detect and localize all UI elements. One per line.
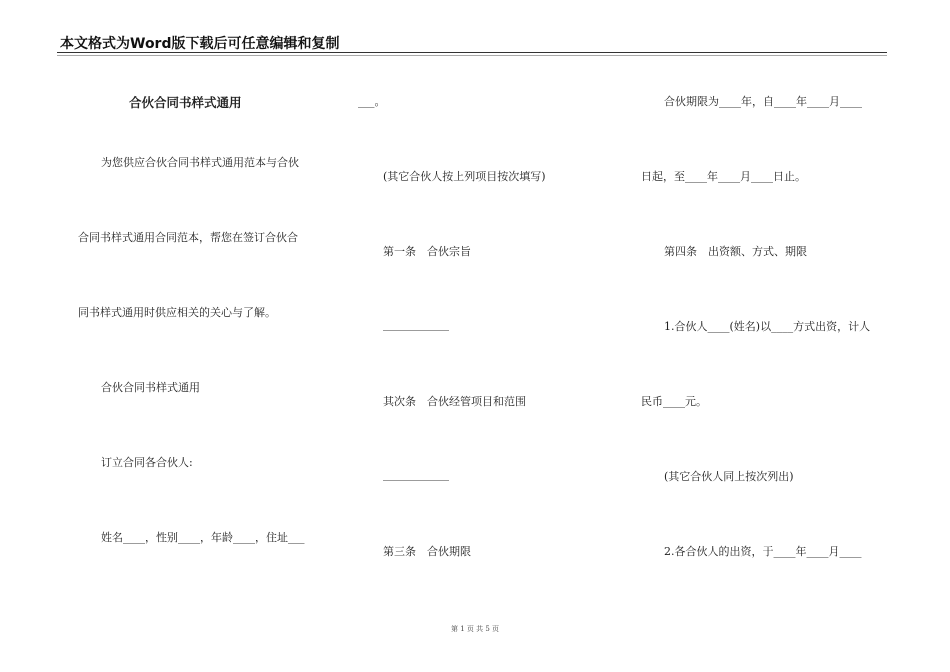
- article-3-heading: 第三条 合伙期限: [383, 545, 471, 558]
- document-header: 本文格式为Word版下载后可任意编辑和复制: [60, 36, 340, 52]
- contribution-item-1-line-1: 1.合伙人____(姓名)以____方式出资，计人: [664, 320, 871, 333]
- header-rule: [57, 52, 887, 53]
- other-partners-note: (其它合伙人同上按次列出): [664, 470, 794, 483]
- intro-line-2: 合同书样式通用合同范本，帮您在签订合伙合: [78, 231, 298, 244]
- continuation-blank: ___。: [358, 95, 386, 108]
- party-info-line: 姓名____，性别____，年龄____，住址___: [101, 531, 305, 544]
- article-2-blank: ____________: [383, 468, 449, 481]
- document-title: 合伙合同书样式通用: [129, 95, 242, 110]
- parties-label: 订立合同各合伙人:: [101, 456, 193, 469]
- fill-note: (其它合伙人按上列项目按次填写): [383, 170, 546, 183]
- article-4-heading: 第四条 出资额、方式、期限: [664, 245, 807, 258]
- article-1-heading: 第一条 合伙宗旨: [383, 245, 471, 258]
- intro-line-1: 为您供应合伙合同书样式通用范本与合伙: [101, 156, 299, 169]
- page-number: 第 1 页 共 5 页: [450, 625, 500, 633]
- term-line-2: 日起，至____年____月____日止。: [641, 170, 806, 183]
- section-subtitle: 合伙合同书样式通用: [101, 381, 200, 394]
- intro-line-3: 同书样式通用时供应相关的关心与了解。: [78, 306, 276, 319]
- contribution-item-2: 2.各合伙人的出资，于____年____月____: [664, 545, 862, 558]
- article-1-blank: ____________: [383, 318, 449, 331]
- term-line-1: 合伙期限为____年，自____年____月____: [664, 95, 862, 108]
- article-2-heading: 其次条 合伙经管项目和范围: [383, 395, 526, 408]
- contribution-item-1-line-2: 民币____元。: [641, 395, 707, 408]
- header-rule-secondary: [57, 55, 887, 56]
